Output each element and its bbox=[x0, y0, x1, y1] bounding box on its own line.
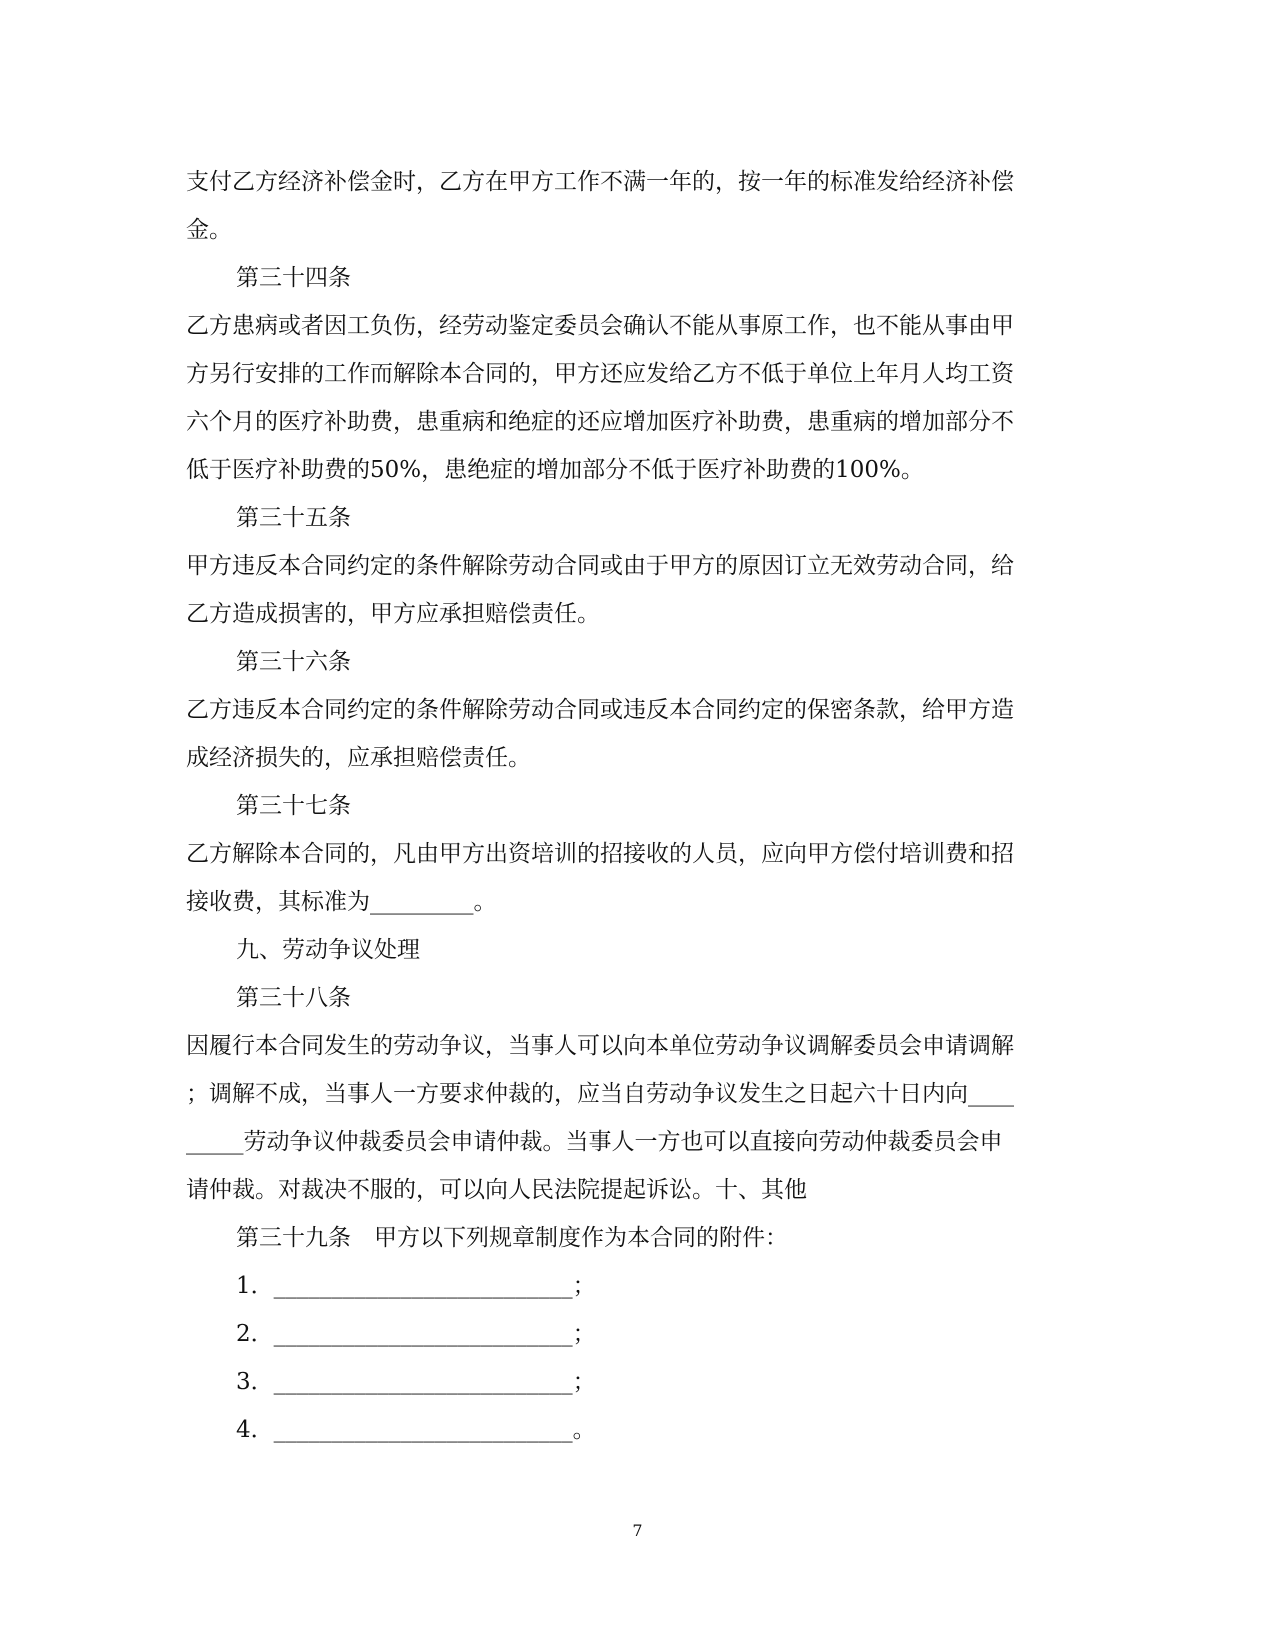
article-heading: 第三十九条 甲方以下列规章制度作为本合同的附件： bbox=[236, 1225, 788, 1251]
document-body bbox=[186, 158, 1090, 1454]
paragraph-line: ；调解不成，当事人一方要求仲裁的，应当自劳动争议发生之日起六十日内向____ bbox=[186, 1081, 1014, 1107]
paragraph-line: _____劳动争议仲裁委员会申请仲裁。当事人一方也可以直接向劳动仲裁委员会申 bbox=[186, 1129, 1003, 1155]
paragraph-line: 方另行安排的工作而解除本合同的，甲方还应发给乙方不低于单位上年月人均工资 bbox=[186, 361, 1014, 387]
article-heading: 第三十七条 bbox=[236, 793, 351, 819]
paragraph-line: 因履行本合同发生的劳动争议，当事人可以向本单位劳动争议调解委员会申请调解 bbox=[186, 1033, 1014, 1059]
attachment-list-item: 1．__________________________； bbox=[236, 1273, 596, 1299]
paragraph-line: 甲方违反本合同约定的条件解除劳动合同或由于甲方的原因订立无效劳动合同，给 bbox=[186, 553, 1014, 579]
attachment-list-item: 4．__________________________。 bbox=[236, 1417, 596, 1443]
paragraph-line: 乙方造成损害的，甲方应承担赔偿责任。 bbox=[186, 601, 600, 627]
paragraph-line: 乙方患病或者因工负伤，经劳动鉴定委员会确认不能从事原工作，也不能从事由甲 bbox=[186, 313, 1014, 339]
paragraph-line: 金。 bbox=[186, 217, 232, 243]
article-heading: 第三十四条 bbox=[236, 265, 351, 291]
article-heading: 第三十六条 bbox=[236, 649, 351, 675]
paragraph-line: 乙方解除本合同的，凡由甲方出资培训的招接收的人员，应向甲方偿付培训费和招 bbox=[186, 841, 1014, 867]
section-heading: 九、劳动争议处理 bbox=[236, 937, 420, 963]
attachment-list-item: 2．__________________________； bbox=[236, 1321, 596, 1347]
paragraph-line: 六个月的医疗补助费，患重病和绝症的还应增加医疗补助费，患重病的增加部分不 bbox=[186, 409, 1014, 435]
paragraph-line: 请仲裁。对裁决不服的，可以向人民法院提起诉讼。十、其他 bbox=[186, 1177, 807, 1203]
paragraph-line: 接收费，其标准为_________。 bbox=[186, 889, 497, 915]
paragraph-line: 乙方违反本合同约定的条件解除劳动合同或违反本合同约定的保密条款，给甲方造 bbox=[186, 697, 1014, 723]
paragraph-line: 支付乙方经济补偿金时，乙方在甲方工作不满一年的，按一年的标准发给经济补偿 bbox=[186, 169, 1014, 195]
paragraph-line: 成经济损失的，应承担赔偿责任。 bbox=[186, 745, 531, 771]
paragraph-line: 低于医疗补助费的50%，患绝症的增加部分不低于医疗补助费的100%。 bbox=[186, 457, 924, 483]
page-number: 7 bbox=[632, 1521, 643, 1540]
attachment-list-item: 3．__________________________； bbox=[236, 1369, 596, 1395]
article-heading: 第三十八条 bbox=[236, 985, 351, 1011]
article-heading: 第三十五条 bbox=[236, 505, 351, 531]
